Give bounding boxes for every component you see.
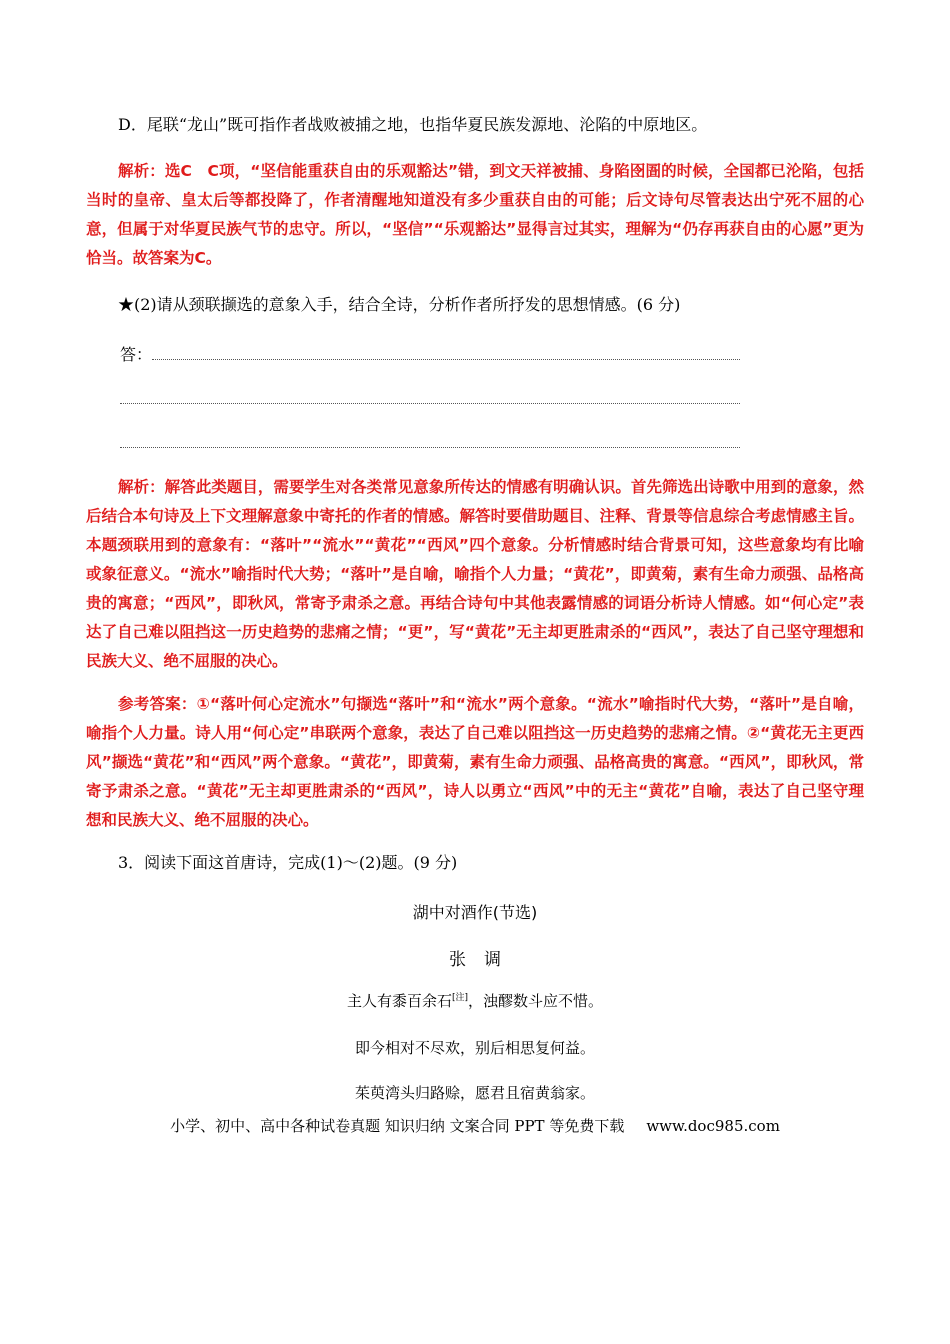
poem-line-1-end: ，浊醪数斗应不惜。 <box>468 992 604 1010</box>
analysis-1: 解析：选C C项，“坚信能重获自由的乐观豁达”错，到文天祥被捕、身陷囹圄的时候，全国都已沦陷，包括当时的皇帝、皇太后等都投降了，作者清醒地知道没有多少重获自由的可能；后文诗句尽管表达出宁死不屈的心意，但属于对华夏民族气节的忠守。所以，“坚信”“乐观豁达”显得言过其实，理解为“仍存再获自由的心愿”更为恰当。故答案为C。 <box>86 162 864 267</box>
footer-text: 小学、初中、高中各种试卷真题 知识归纳 文案合同 PPT 等免费下载 <box>170 1117 625 1135</box>
answer-line-3[interactable] <box>120 447 740 448</box>
poem-line-1-start: 主人有黍百余石 <box>346 992 452 1010</box>
answer-label: 答： <box>120 345 153 364</box>
option-d: D．尾联“龙山”既可指作者战败被捕之地，也指华夏民族发源地、沦陷的中原地区。 <box>118 115 708 134</box>
answer-line-1[interactable] <box>152 359 740 360</box>
poem-line-3: 茱萸湾头归路赊，愿君且宿黄翁家。 <box>354 1084 595 1102</box>
poem-author: 张调 <box>449 950 519 970</box>
poem-line-2: 即今相对不尽欢，别后相思复何益。 <box>354 1039 595 1057</box>
page-footer <box>0 1115 950 1136</box>
answer-line-2[interactable] <box>120 403 740 404</box>
poem-title: 湖中对酒作(节选) <box>412 903 538 922</box>
footer-url[interactable]: www.doc985.com <box>646 1117 780 1135</box>
question-3: 3．阅读下面这首唐诗，完成(1)～(2)题。(9 分) <box>118 853 458 872</box>
footnote-marker: [注] <box>451 993 469 1003</box>
poem-line-1 <box>0 990 950 1011</box>
analysis-2: 解析：解答此类题目，需要学生对各类常见意象所传达的情感有明确认识。首先筛选出诗歌中用到的意象，然后结合本句诗及上下文理解意象中寄托的作者的情感。解答时要借助题目、注释、背景等信息综合考虑情感主旨。本题颈联用到的意象有：“落叶”“流水”“黄花”“西风”四个意象。分析情感时结合背景可知，这些意象均有比喻或象征意义。“流水”喻指时代大势；“落叶”是自喻，喻指个人力量；“黄花”，即黄菊，素有生命力顽强、品格高贵的寓意；“西风”，即秋风，常寄予肃杀之意。再结合诗句中其他表露情感的词语分析诗人情感。如“何心定”表达了自己难以阻挡这一历史趋势的悲痛之情；“更”，写“黄花”无主却更胜肃杀的“西风”，表达了自己坚守理想和民族大义、绝不屈服的决心。 <box>86 478 864 670</box>
reference-answer: 参考答案：①“落叶何心定流水”句撷选“落叶”和“流水”两个意象。“流水”喻指时代大势，“落叶”是自喻，喻指个人力量。诗人用“何心定”串联两个意象，表达了自己难以阻挡这一历史趋势的悲痛之情。②“黄花无主更西风”撷选“黄花”和“西风”两个意象。“黄花”，即黄菊，素有生命力顽强、品格高贵的寓意。“西风”，即秋风，常寄予肃杀之意。“黄花”无主却更胜肃杀的“西风”，诗人以勇立“西风”中的无主“黄花”自喻，表达了自己坚守理想和民族大义、绝不屈服的决心。 <box>86 695 864 829</box>
question-2: ★(2)请从颈联撷选的意象入手，结合全诗，分析作者所抒发的思想情感。(6 分) <box>118 295 681 314</box>
